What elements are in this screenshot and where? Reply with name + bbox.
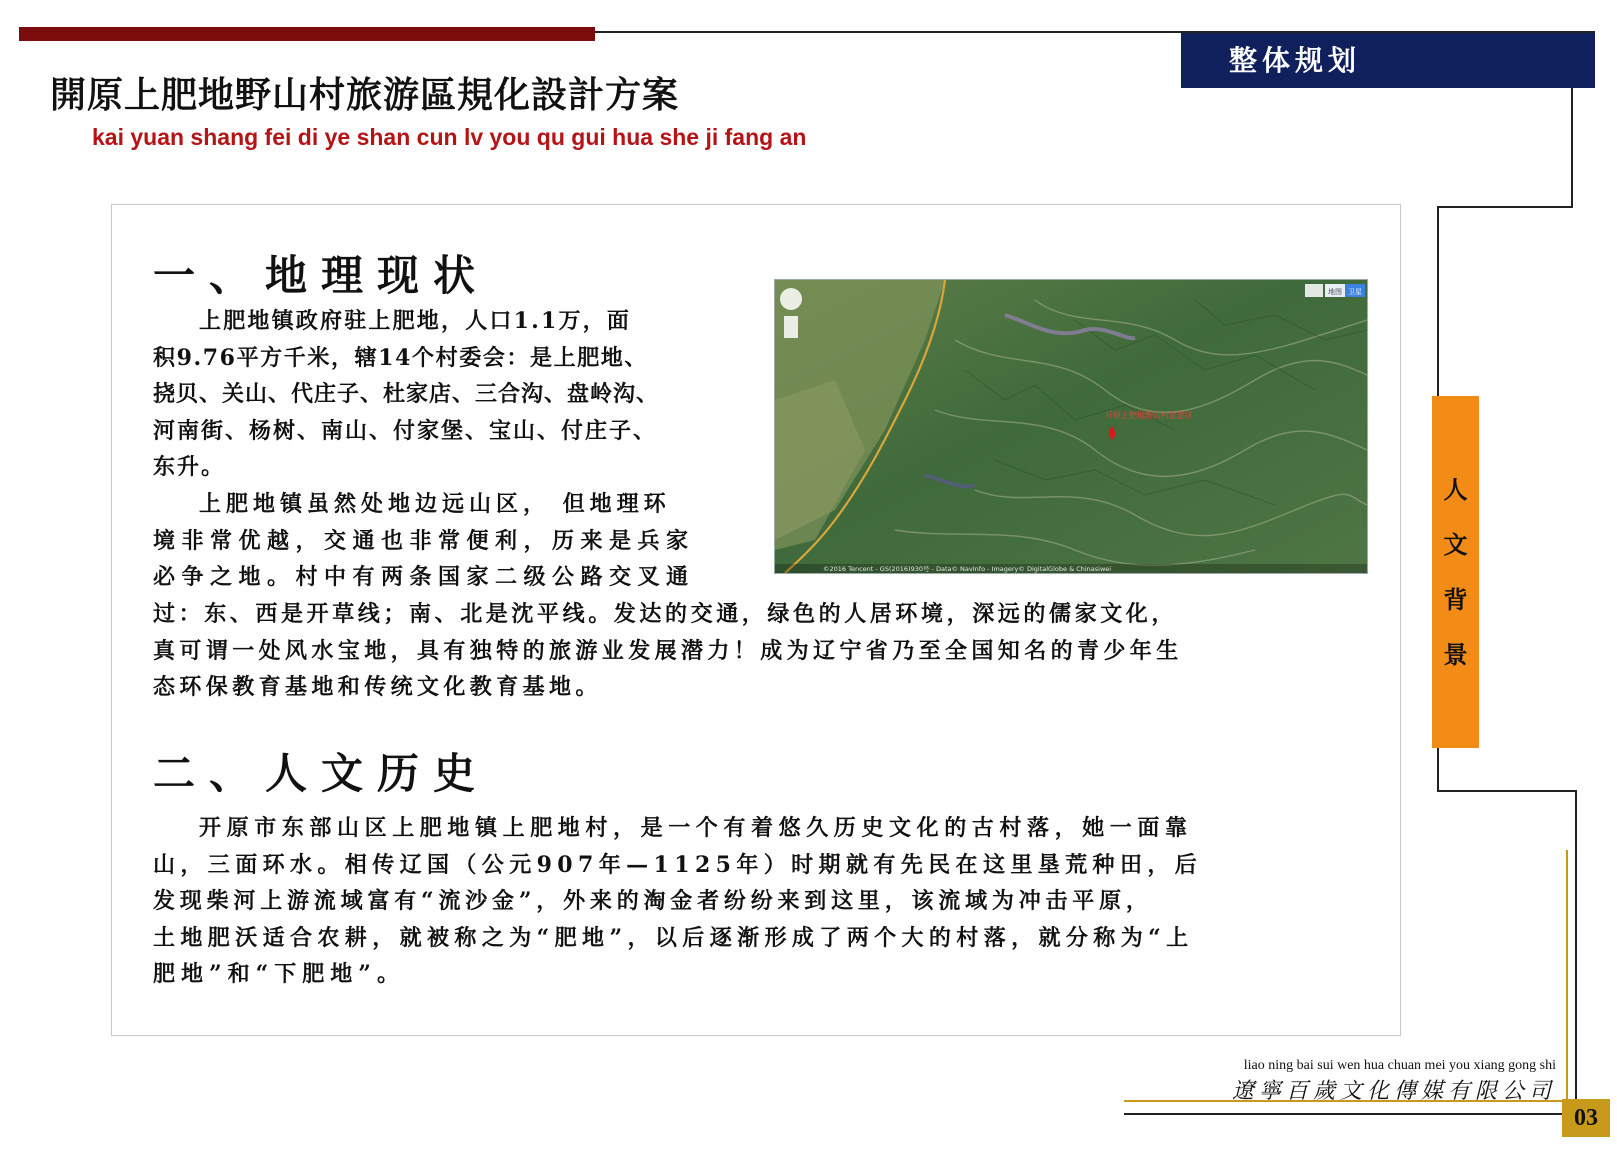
text-line: 土地肥沃适合农耕，就被称之为“肥地”，以后逐渐形成了两个大的村落，就分称为“上 (153, 924, 1194, 951)
text-line: 肥地”和“下肥地”。 (153, 961, 405, 987)
document-subtitle: kai yuan shang fei di ye shan cun lv you qu gui hua she ji fang an (92, 124, 807, 150)
page-number: 03 (1562, 1099, 1610, 1137)
map-control-label: 卫星 (1348, 288, 1362, 296)
text-line: 开原市东部山区上肥地镇上肥地村，是一个有着悠久历史文化的古村落，她一面靠 (199, 815, 1193, 841)
frame-line (1437, 790, 1577, 792)
text-line: 真可谓一处风水宝地，具有独特的旅游业发展潜力！成为辽宁省乃至全国知名的青少年生 (153, 637, 1183, 664)
section1-paragraph1 (153, 303, 747, 486)
map-attribution: ©2016 Tencent - GS(2016)930号 - Data© NavInfo - Imagery© DigitalGlobe & Chinasiwei (823, 565, 1112, 573)
text-line: 发现柴河上游流域富有“流沙金”，外来的淘金者纷纷来到这里，该流域为冲击平原， (153, 888, 1153, 914)
side-tab-char: 人 (1443, 476, 1468, 504)
text-line: 东升。 (153, 454, 226, 480)
frame-line (1571, 88, 1573, 208)
gold-line (1566, 850, 1568, 1115)
section1-paragraph2 (153, 486, 747, 596)
text-line: 上肥地镇政府驻上肥地，人口1.1万，面 (199, 308, 632, 334)
map-marker-label: 开原上肥地野山村旅游区 (1105, 411, 1193, 420)
section-badge: 整体规划 (1181, 33, 1595, 88)
section1-paragraph2-continued (153, 596, 1375, 706)
side-tab-char: 文 (1443, 531, 1468, 559)
document-title: 開原上肥地野山村旅游區規化設計方案 (50, 75, 680, 116)
map-pan-control (780, 288, 802, 310)
text-line: 必争之地。村中有两条国家二级公路交叉通 (153, 564, 695, 590)
text-line: 挠贝、关山、代庄子、杜家店、三合沟、盘岭沟、 (153, 381, 660, 407)
top-red-bar (19, 27, 595, 41)
footer-line (1124, 1113, 1564, 1115)
text-line: 山，三面环水。相传辽国（公元907年—1125年）时期就有先民在这里垦荒种田，后 (153, 851, 1203, 878)
map-control-label: 地图 (1328, 288, 1342, 296)
frame-line (1437, 206, 1573, 208)
text-line: 过：东、西是开草线；南、北是沈平线。发达的交通，绿色的人居环境，深远的儒家文化， (153, 601, 1178, 627)
section2-paragraph (153, 810, 1375, 993)
company-name: 遼寧百歲文化傳媒有限公司 (1231, 1079, 1556, 1104)
text-line: 积9.76平方千米，辖14个村委会：是上肥地、 (153, 344, 648, 371)
side-tab-char: 景 (1443, 641, 1468, 669)
section1-heading: 一、地理现状 (153, 251, 490, 300)
text-line: 态环保教育基地和传统文化教育基地。 (153, 674, 602, 700)
text-line: 河南街、杨树、南山、付家堡、宝山、付庄子、 (153, 417, 658, 444)
text-line: 上肥地镇虽然处地边远山区， 但地理环 (199, 491, 671, 517)
text-line: 境非常优越，交通也非常便利，历来是兵家 (153, 527, 695, 554)
satellite-map-image (774, 279, 1368, 574)
side-tab-char: 背 (1443, 586, 1468, 614)
company-pinyin: liao ning bai sui wen hua chuan mei you xiang gong shi (1243, 1058, 1556, 1073)
section2-heading: 二、人文历史 (153, 749, 490, 798)
frame-line (1575, 790, 1577, 1115)
side-tab-humanities-background (1432, 396, 1479, 748)
